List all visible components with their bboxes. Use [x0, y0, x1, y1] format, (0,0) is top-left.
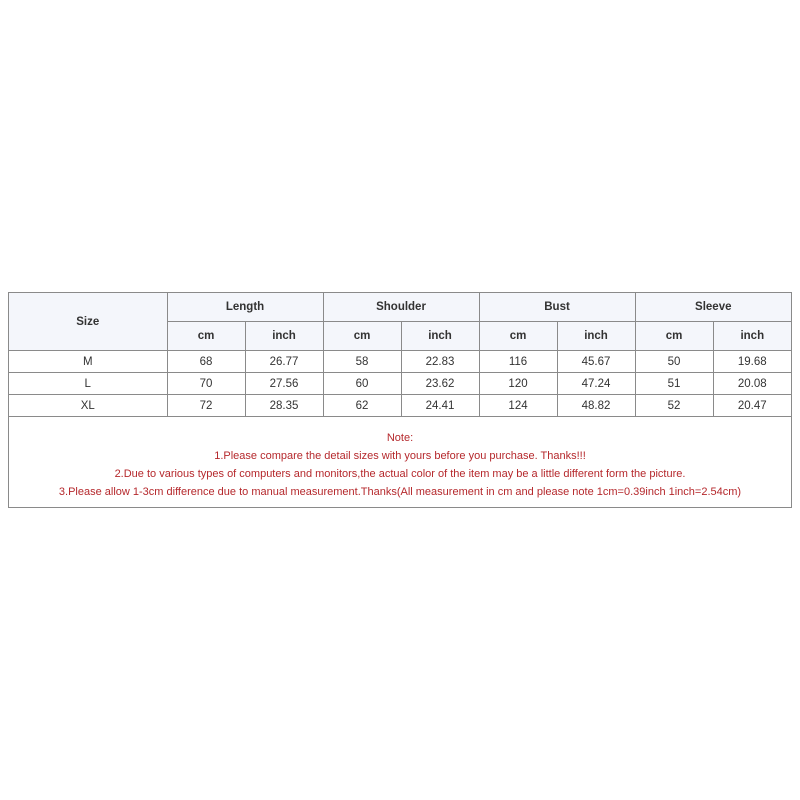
- table-row: [9, 373, 791, 395]
- note-line: 3.Please allow 1-3cm difference due to manual measurement.Thanks(All measurement in cm and please note 1cm=0.39inch 1inch=2.54cm): [58, 486, 742, 498]
- table-row: [9, 395, 791, 417]
- table-cell: 120: [479, 373, 557, 395]
- table-cell: 20.08: [713, 373, 791, 395]
- table-cell: 62: [323, 395, 401, 417]
- table-cell: 116: [479, 351, 557, 373]
- length-header: Length: [167, 293, 323, 322]
- notes-title: Note:: [386, 432, 414, 444]
- table-cell: 19.68: [713, 351, 791, 373]
- unit-header: inch: [401, 322, 479, 351]
- unit-header: cm: [167, 322, 245, 351]
- table-cell: 47.24: [557, 373, 635, 395]
- size-cell: L: [9, 373, 167, 395]
- note-line: 1.Please compare the detail sizes with yours before you purchase. Thanks!!!: [214, 450, 586, 462]
- note-line: 2.Due to various types of computers and monitors,the actual color of the item may be a little different form the picture.: [114, 468, 686, 480]
- table-cell: 60: [323, 373, 401, 395]
- bust-header: Bust: [479, 293, 635, 322]
- unit-header: cm: [323, 322, 401, 351]
- size-cell: XL: [9, 395, 167, 417]
- size-table: [9, 293, 791, 417]
- sleeve-header: Sleeve: [635, 293, 791, 322]
- table-row: [9, 351, 791, 373]
- shoulder-header: Shoulder: [323, 293, 479, 322]
- size-chart: [8, 292, 792, 508]
- table-cell: 51: [635, 373, 713, 395]
- unit-header: cm: [635, 322, 713, 351]
- table-cell: 45.67: [557, 351, 635, 373]
- table-cell: 27.56: [245, 373, 323, 395]
- table-cell: 70: [167, 373, 245, 395]
- unit-header: inch: [245, 322, 323, 351]
- table-cell: 50: [635, 351, 713, 373]
- table-cell: 52: [635, 395, 713, 417]
- table-cell: 124: [479, 395, 557, 417]
- table-cell: 58: [323, 351, 401, 373]
- table-cell: 68: [167, 351, 245, 373]
- unit-header: inch: [713, 322, 791, 351]
- notes-section: [9, 429, 791, 501]
- table-cell: 20.47: [713, 395, 791, 417]
- unit-header: inch: [557, 322, 635, 351]
- table-cell: 22.83: [401, 351, 479, 373]
- size-cell: M: [9, 351, 167, 373]
- table-cell: 28.35: [245, 395, 323, 417]
- table-cell: 72: [167, 395, 245, 417]
- size-column-header: Size: [9, 293, 167, 351]
- table-cell: 48.82: [557, 395, 635, 417]
- unit-header: cm: [479, 322, 557, 351]
- table-cell: 26.77: [245, 351, 323, 373]
- table-cell: 23.62: [401, 373, 479, 395]
- table-cell: 24.41: [401, 395, 479, 417]
